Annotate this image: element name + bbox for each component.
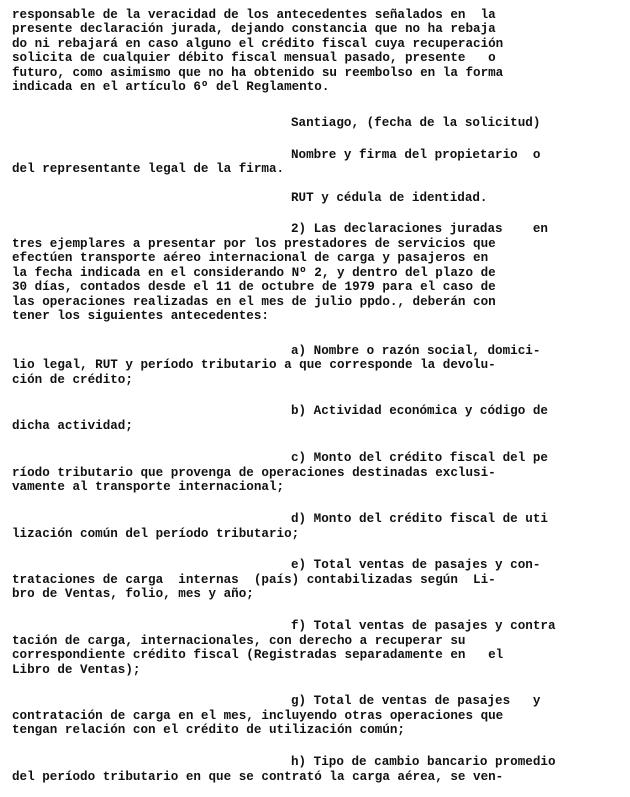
item-b-line: b) Actividad económica y código de <box>291 404 548 418</box>
item-h-line: del período tributario en que se contrató la carga aérea, se ven- <box>12 770 504 784</box>
intro-line: solicita de cualquier débito fiscal mensual pasado, presente o <box>12 51 496 65</box>
item-g-line: contratación de carga en el mes, incluyendo otras operaciones que <box>12 709 504 723</box>
place-date: Santiago, (fecha de la solicitud) <box>291 116 541 130</box>
rut-line: RUT y cédula de identidad. <box>291 191 488 205</box>
intro-line: presente declaración jurada, dejando constancia que no ha rebaja <box>12 22 496 36</box>
item-a-line: lio legal, RUT y período tributario a que corresponde la devolu- <box>12 358 496 372</box>
paragraph-2-line: tres ejemplares a presentar por los prestadores de servicios que <box>12 237 496 251</box>
item-d-line: d) Monto del crédito fiscal de uti <box>291 512 548 526</box>
item-e-line: trataciones de carga internas (país) contabilizadas según Li- <box>12 573 496 587</box>
item-g-line: tengan relación con el crédito de utilización común; <box>12 723 405 737</box>
paragraph-2-line: tener los siguientes antecedentes: <box>12 309 269 323</box>
intro-line: responsable de la veracidad de los antecedentes señalados en la <box>12 8 496 22</box>
intro-line: indicada en el artículo 6º del Reglamento. <box>12 80 330 94</box>
item-f-line: Libro de Ventas); <box>12 663 141 677</box>
item-f-line: tación de carga, internacionales, con derecho a recuperar su <box>12 634 466 648</box>
paragraph-2-line: 30 días, contados desde el 11 de octubre de 1979 para el caso de <box>12 280 496 294</box>
item-d-line: lización común del período tributario; <box>12 527 300 541</box>
item-f-line: correspondiente crédito fiscal (Registradas separadamente en el <box>12 648 504 662</box>
paragraph-2-line: 2) Las declaraciones juradas en <box>291 222 548 236</box>
signature-line: Nombre y firma del propietario o <box>291 148 541 162</box>
intro-line: futuro, como asimismo que no ha obtenido su reembolso en la forma <box>12 66 504 80</box>
item-h-line: h) Tipo de cambio bancario promedio <box>291 755 556 769</box>
item-e-line: bro de Ventas, folio, mes y año; <box>12 587 254 601</box>
signature-line: del representante legal de la firma. <box>12 162 285 176</box>
item-a-line: ción de crédito; <box>12 373 133 387</box>
intro-line: do ni rebajará en caso alguno el crédito fiscal cuya recuperación <box>12 37 504 51</box>
item-c-line: ríodo tributario que provenga de operaciones destinadas exclusi- <box>12 466 496 480</box>
item-g-line: g) Total de ventas de pasajes y <box>291 694 541 708</box>
paragraph-2-line: efectúen transporte aéreo internacional de carga y pasajeros en <box>12 251 489 265</box>
item-a-line: a) Nombre o razón social, domici- <box>291 344 541 358</box>
item-c-line: vamente al transporte internacional; <box>12 480 285 494</box>
item-b-line: dicha actividad; <box>12 419 133 433</box>
item-e-line: e) Total ventas de pasajes y con- <box>291 558 541 572</box>
item-c-line: c) Monto del crédito fiscal del pe <box>291 451 548 465</box>
paragraph-2-line: la fecha indicada en el considerando Nº 2, y dentro del plazo de <box>12 266 496 280</box>
paragraph-2-line: las operaciones realizadas en el mes de julio ppdo., deberán con <box>12 295 496 309</box>
item-f-line: f) Total ventas de pasajes y contra <box>291 619 556 633</box>
